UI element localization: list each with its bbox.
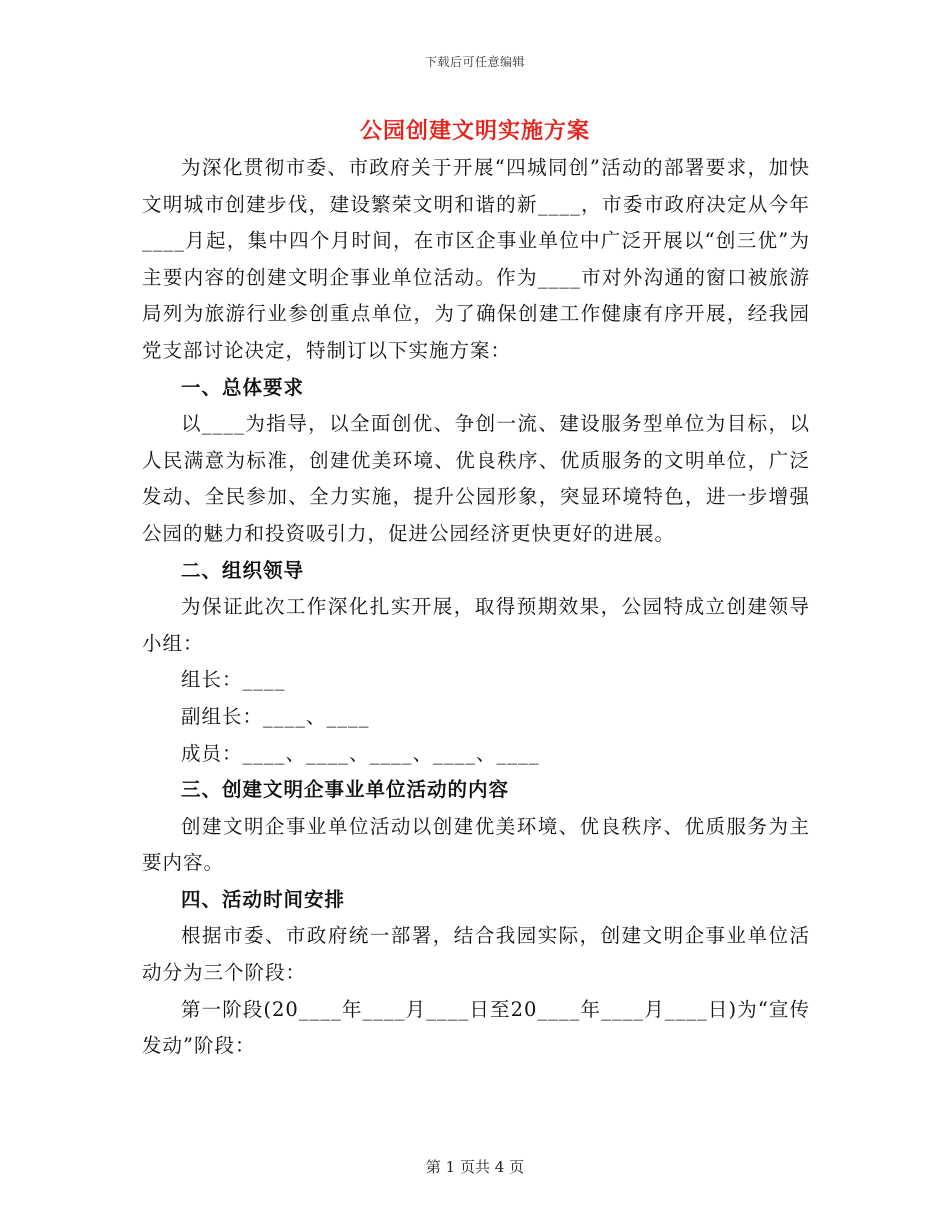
document-title: 公园创建文明实施方案	[359, 118, 590, 144]
header-note: 下载后可任意编辑	[424, 55, 525, 69]
intro-paragraph: 为深化贯彻市委、市政府关于开展“四城同创”活动的部署要求，加快文明城市创建步伐，建设繁荣文明和谐的新____，市委市政府决定从今年____月起，集中四个月时间，在市区企事业单位中广泛开展以“创三优”为主要内容的创建文明企事业单位活动。作为____市对外沟通的窗口被旅游局列为旅游行业参创重点单位，为了确保创建工作健康有序开展，经我园党支部讨论决定，特制订以下实施方案：	[142, 156, 810, 362]
page-footer: 第 1 页共 4 页	[425, 1158, 525, 1176]
section-heading-schedule: 四、活动时间安排	[181, 887, 346, 911]
phase-one-line: 第一阶段(20____年____月____日至20____年____月____日)为“宣传发动”阶段：	[142, 997, 810, 1058]
section-body-schedule: 根据市委、市政府统一部署，结合我园实际，创建文明企事业单位活动分为三个阶段：	[142, 924, 810, 985]
section-body-content: 创建文明企事业单位活动以创建优美环境、优良秩序、优质服务为主要内容。	[142, 814, 810, 875]
deputy-leader-line: 副组长：____、____	[181, 704, 370, 728]
section-heading-overall: 一、总体要求	[181, 375, 305, 399]
section-heading-content: 三、创建文明企事业单位活动的内容	[181, 778, 510, 802]
section-heading-organization: 二、组织领导	[181, 558, 305, 582]
section-body-overall: 以____为指导，以全面创优、争创一流、建设服务型单位为目标，以人民满意为标准，创建优美环境、优良秩序、优质服务的文明单位，广泛发动、全民参加、全力实施，提升公园形象，突显环境特色，进一步增强公园的魅力和投资吸引力，促进公园经济更快更好的进展。	[142, 412, 810, 545]
section-body-organization: 为保证此次工作深化扎实开展，取得预期效果，公园特成立创建领导小组：	[142, 595, 810, 655]
leader-line: 组长：____	[181, 668, 286, 692]
members-line: 成员：____、____、____、____、____	[181, 741, 540, 765]
document-body	[142, 150, 810, 1065]
